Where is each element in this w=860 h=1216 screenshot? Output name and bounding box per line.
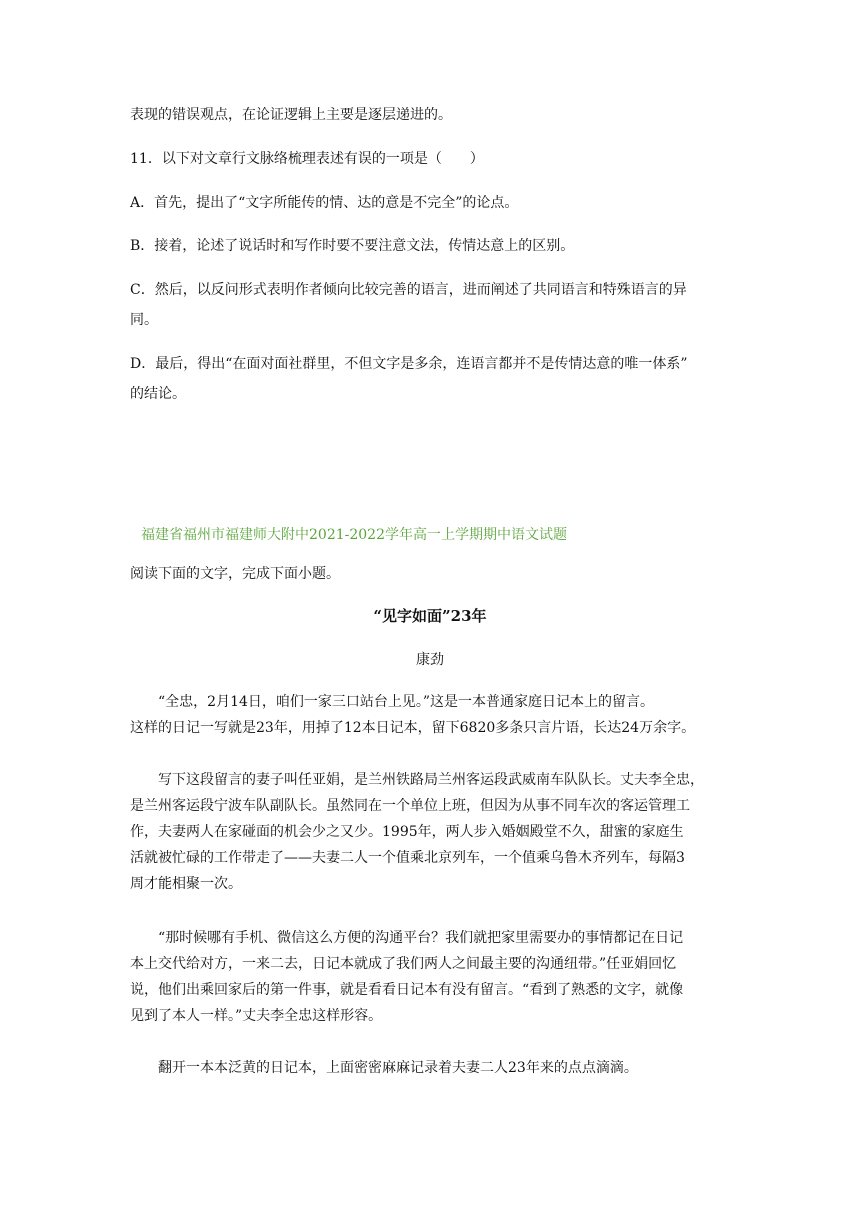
option-c-line-1: C．然后，以反问形式表明作者倾向比较完善的语言，进而阐述了共同语言和特殊语言的异 <box>130 282 687 298</box>
article-title: “见字如面”23年 <box>373 607 487 625</box>
article-paragraph-2 <box>130 767 740 897</box>
article-paragraph-1 <box>130 689 740 741</box>
option-c-line-2: 同。 <box>130 312 158 328</box>
reading-instruction: 阅读下面的文字，完成下面小题。 <box>130 566 340 582</box>
paragraph-3-line-1: “那时候哪有手机、微信这么方便的沟通平台？我们就把家里需要办的事情都记在日记 <box>158 930 684 946</box>
option-b: B．接着，论述了说话时和写作时要不要注意文法，传情达意上的区别。 <box>130 238 575 254</box>
paragraph-2-line-4: 活就被忙碌的工作带走了——夫妻二人一个值乘北京列车，一个值乘乌鲁木齐列车，每隔3 <box>130 850 685 866</box>
option-d-line-2: 的结论。 <box>130 386 186 402</box>
paragraph-1-line-1: “全忠，2月14日，咱们一家三口站台上见。”这是一本普通家庭日记本上的留言。 <box>158 694 655 710</box>
paragraph-1-line-2: 这样的日记一写就是23年，用掉了12本日记本，留下6820多条只言片语，长达24万余字。 <box>130 720 696 736</box>
paragraph-2-line-2: 是兰州客运段宁波车队副队长。虽然同在一个单位上班，但因为从事不同车次的客运管理工 <box>130 798 690 814</box>
paragraph-2-line-5: 周才能相聚一次。 <box>130 876 242 892</box>
option-d-line-1: D．最后，得出“在面对面社群里，不但文字是多余，连语言都并不是传情达意的唯一体系” <box>130 356 688 372</box>
paragraph-3-line-2: 本上交代给对方，一来二去，日记本就成了我们两人之间最主要的沟通纽带。”任亚娟回忆 <box>130 956 677 972</box>
paragraph-2-line-1: 写下这段留言的妻子叫任亚娟，是兰州铁路局兰州客运段武威南车队队长。丈夫李全忠， <box>158 772 704 788</box>
article-paragraph-3 <box>130 925 740 1029</box>
article-paragraph-4 <box>130 1055 740 1081</box>
source-reference-link[interactable]: 福建省福州市福建师大附中2021-2022学年高一上学期期中语文试题 <box>141 527 567 543</box>
previous-text-ending: 表现的错误观点，在论证逻辑上主要是逐层递进的。 <box>130 107 452 123</box>
question-11-stem: 11．以下对文章行文脉络梳理表述有误的一项是（ ） <box>130 151 484 167</box>
paragraph-2-line-3: 作，夫妻两人在家碰面的机会少之又少。1995年，两人步入婚姻殿堂不久，甜蜜的家庭生 <box>130 824 684 840</box>
paragraph-3-line-3: 说，他们出乘回家后的第一件事，就是看看日记本有没有留言。“看到了熟悉的文字，就像 <box>130 982 684 998</box>
paragraph-3-line-4: 见到了本人一样。”丈夫李全忠这样形容。 <box>130 1008 383 1024</box>
paragraph-4-line-1: 翻开一本本泛黄的日记本，上面密密麻麻记录着夫妻二人23年来的点点滴滴。 <box>158 1060 638 1076</box>
option-a: A．首先，提出了“文字所能传的情、达的意是不完全”的论点。 <box>130 195 519 211</box>
article-author: 康劲 <box>416 652 444 668</box>
